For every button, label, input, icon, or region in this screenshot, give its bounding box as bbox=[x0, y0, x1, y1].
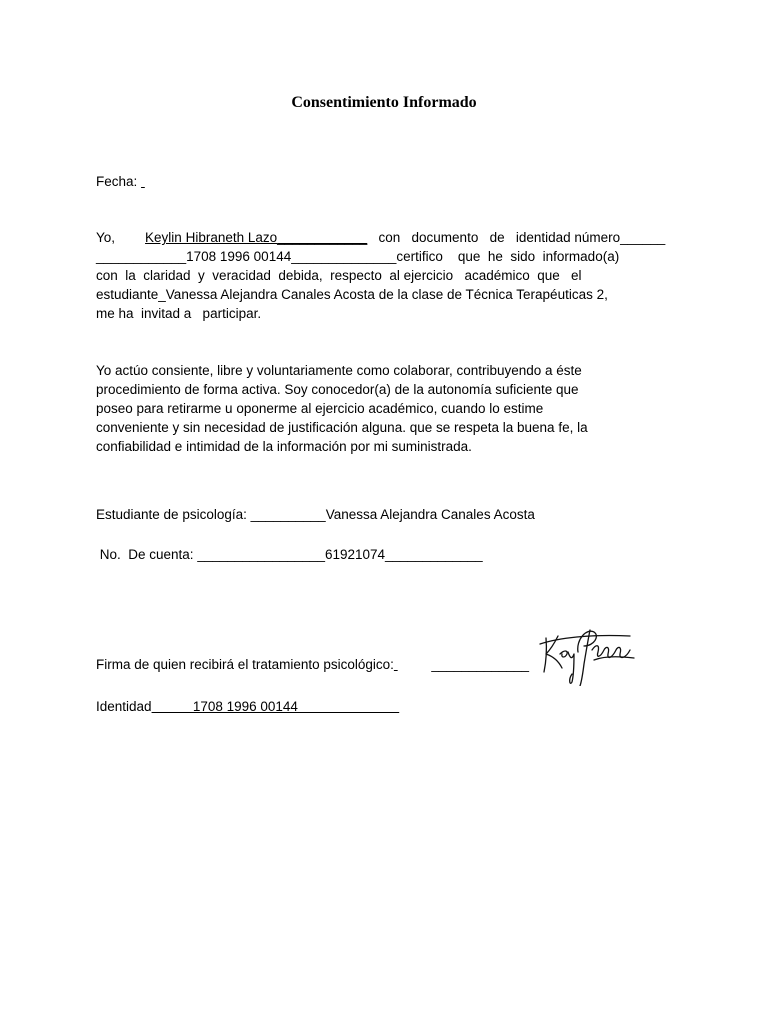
voluntary-line: Yo actúo consiente, libre y voluntariamente como colaborar, contribuyendo a éste bbox=[96, 363, 582, 378]
document-title: Consentimiento Informado bbox=[291, 94, 477, 111]
student-fill: __________ bbox=[250, 507, 326, 522]
voluntary-line: confiabilidad e intimidad de la información por mi suministrada. bbox=[96, 439, 472, 454]
consent-line-1 bbox=[96, 228, 666, 247]
participant-id-number: 1708 1996 00144 bbox=[186, 249, 292, 264]
account-number: 61921074 bbox=[324, 547, 386, 562]
account-label: No. De cuenta: bbox=[96, 547, 198, 562]
student-label: Estudiante de psicología: bbox=[96, 507, 251, 522]
consent-paragraph bbox=[96, 228, 666, 323]
handwritten-signature bbox=[534, 610, 640, 686]
date-label: Fecha: bbox=[96, 174, 138, 189]
consent-line-2: ____________1708 1996 00144______________certifico que he sido informado(a) bbox=[96, 249, 620, 264]
identity-line bbox=[96, 697, 399, 716]
voluntary-line: conveniente y sin necesidad de justificación alguna. que se respeta la buena fe, la bbox=[96, 420, 588, 435]
student-line bbox=[96, 505, 535, 524]
voluntary-paragraph bbox=[96, 361, 636, 456]
signature-fill: _____________ bbox=[431, 657, 530, 672]
voluntary-line: poseo para retirarme u oponerme al ejercicio académico, cuando lo estime bbox=[96, 401, 544, 416]
account-line: No. De cuenta: _________________61921074_____________ bbox=[96, 547, 483, 562]
student-name: Vanessa Alejandra Canales Acosta bbox=[325, 507, 535, 522]
document-text: con documento de identidad número bbox=[378, 230, 621, 245]
consent-line-5: me ha invitad a participar. bbox=[96, 306, 262, 321]
date-line bbox=[96, 172, 145, 191]
participant-name: Keylin Hibraneth Lazo____________ bbox=[145, 230, 368, 245]
signature-line bbox=[96, 655, 529, 674]
voluntary-line: procedimiento de forma activa. Soy conocedor(a) de la autonomía suficiente que bbox=[96, 382, 579, 397]
date-value bbox=[141, 174, 145, 189]
identity-value: 1708 1996 00144 bbox=[151, 699, 400, 714]
consent-line-3: con la claridad y veracidad debida, respecto al ejercicio académico que el bbox=[96, 268, 582, 283]
yo-label: Yo, bbox=[96, 230, 116, 245]
document-fill: ______ bbox=[620, 230, 666, 245]
signature-label: Firma de quien recibirá el tratamiento psicológico: bbox=[96, 657, 394, 672]
identity-label: Identidad bbox=[96, 699, 152, 714]
consent-line-4: estudiante_Vanessa Alejandra Canales Acosta de la clase de Técnica Terapéuticas 2, bbox=[96, 287, 608, 302]
